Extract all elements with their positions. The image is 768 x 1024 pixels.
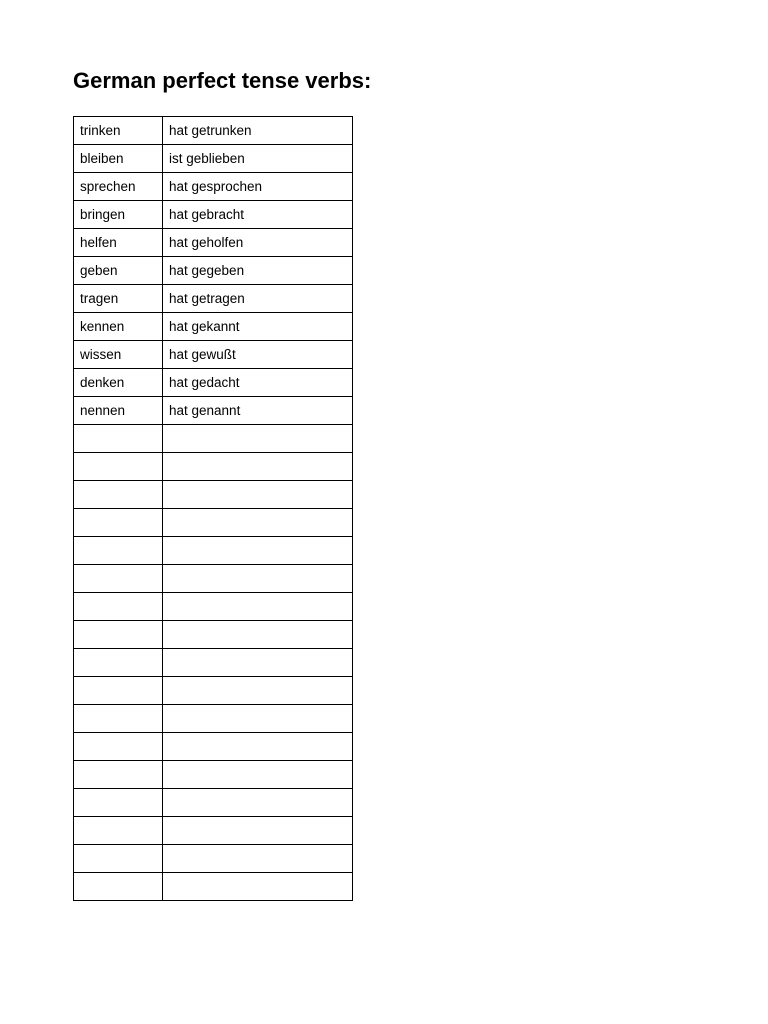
- perfect-tense-cell: hat getragen: [163, 285, 353, 313]
- table-row: [74, 397, 353, 425]
- infinitive-cell: kennen: [74, 313, 163, 341]
- infinitive-cell: wissen: [74, 341, 163, 369]
- table-row: [74, 257, 353, 285]
- infinitive-cell: [74, 677, 163, 705]
- perfect-tense-cell: hat gesprochen: [163, 173, 353, 201]
- perfect-tense-cell: [163, 537, 353, 565]
- infinitive-cell: [74, 789, 163, 817]
- table-row: [74, 565, 353, 593]
- perfect-tense-cell: [163, 509, 353, 537]
- perfect-tense-cell: ist geblieben: [163, 145, 353, 173]
- perfect-tense-cell: [163, 761, 353, 789]
- table-row: [74, 453, 353, 481]
- table-row: [74, 117, 353, 145]
- perfect-tense-cell: hat gedacht: [163, 369, 353, 397]
- infinitive-cell: [74, 565, 163, 593]
- table-row: [74, 845, 353, 873]
- infinitive-cell: [74, 733, 163, 761]
- infinitive-cell: [74, 453, 163, 481]
- table-row: [74, 733, 353, 761]
- page-title: German perfect tense verbs:: [73, 68, 372, 93]
- infinitive-cell: tragen: [74, 285, 163, 313]
- table-row: [74, 873, 353, 901]
- table-row: [74, 649, 353, 677]
- infinitive-cell: [74, 817, 163, 845]
- table-row: [74, 201, 353, 229]
- table-row: [74, 593, 353, 621]
- table-row: [74, 705, 353, 733]
- infinitive-cell: sprechen: [74, 173, 163, 201]
- table-row: [74, 789, 353, 817]
- table-row: [74, 509, 353, 537]
- table-row: [74, 313, 353, 341]
- table-row: [74, 537, 353, 565]
- infinitive-cell: bleiben: [74, 145, 163, 173]
- perfect-tense-cell: hat gekannt: [163, 313, 353, 341]
- infinitive-cell: helfen: [74, 229, 163, 257]
- infinitive-cell: [74, 649, 163, 677]
- perfect-tense-cell: [163, 789, 353, 817]
- infinitive-cell: trinken: [74, 117, 163, 145]
- perfect-tense-cell: [163, 425, 353, 453]
- perfect-tense-cell: [163, 621, 353, 649]
- perfect-tense-cell: hat gewußt: [163, 341, 353, 369]
- table-row: [74, 677, 353, 705]
- infinitive-cell: [74, 621, 163, 649]
- infinitive-cell: [74, 845, 163, 873]
- infinitive-cell: nennen: [74, 397, 163, 425]
- table-row: [74, 425, 353, 453]
- infinitive-cell: denken: [74, 369, 163, 397]
- table-row: [74, 173, 353, 201]
- table-row: [74, 229, 353, 257]
- perfect-tense-cell: hat genannt: [163, 397, 353, 425]
- table-row: [74, 369, 353, 397]
- infinitive-cell: [74, 761, 163, 789]
- perfect-tense-cell: [163, 873, 353, 901]
- perfect-tense-cell: [163, 593, 353, 621]
- infinitive-cell: [74, 873, 163, 901]
- infinitive-cell: geben: [74, 257, 163, 285]
- table-row: [74, 341, 353, 369]
- perfect-tense-cell: [163, 677, 353, 705]
- table-row: [74, 621, 353, 649]
- perfect-tense-cell: [163, 733, 353, 761]
- perfect-tense-cell: [163, 481, 353, 509]
- table-row: [74, 761, 353, 789]
- table-row: [74, 285, 353, 313]
- perfect-tense-cell: hat getrunken: [163, 117, 353, 145]
- perfect-tense-cell: [163, 453, 353, 481]
- verb-table-body: [74, 117, 353, 901]
- perfect-tense-cell: [163, 649, 353, 677]
- infinitive-cell: [74, 425, 163, 453]
- perfect-tense-cell: hat geholfen: [163, 229, 353, 257]
- infinitive-cell: bringen: [74, 201, 163, 229]
- perfect-tense-cell: [163, 817, 353, 845]
- perfect-tense-cell: hat gebracht: [163, 201, 353, 229]
- infinitive-cell: [74, 481, 163, 509]
- table-row: [74, 817, 353, 845]
- infinitive-cell: [74, 509, 163, 537]
- perfect-tense-cell: [163, 565, 353, 593]
- perfect-tense-cell: [163, 845, 353, 873]
- verb-table: [73, 116, 353, 901]
- perfect-tense-cell: hat gegeben: [163, 257, 353, 285]
- infinitive-cell: [74, 593, 163, 621]
- perfect-tense-cell: [163, 705, 353, 733]
- table-row: [74, 481, 353, 509]
- table-row: [74, 145, 353, 173]
- infinitive-cell: [74, 705, 163, 733]
- infinitive-cell: [74, 537, 163, 565]
